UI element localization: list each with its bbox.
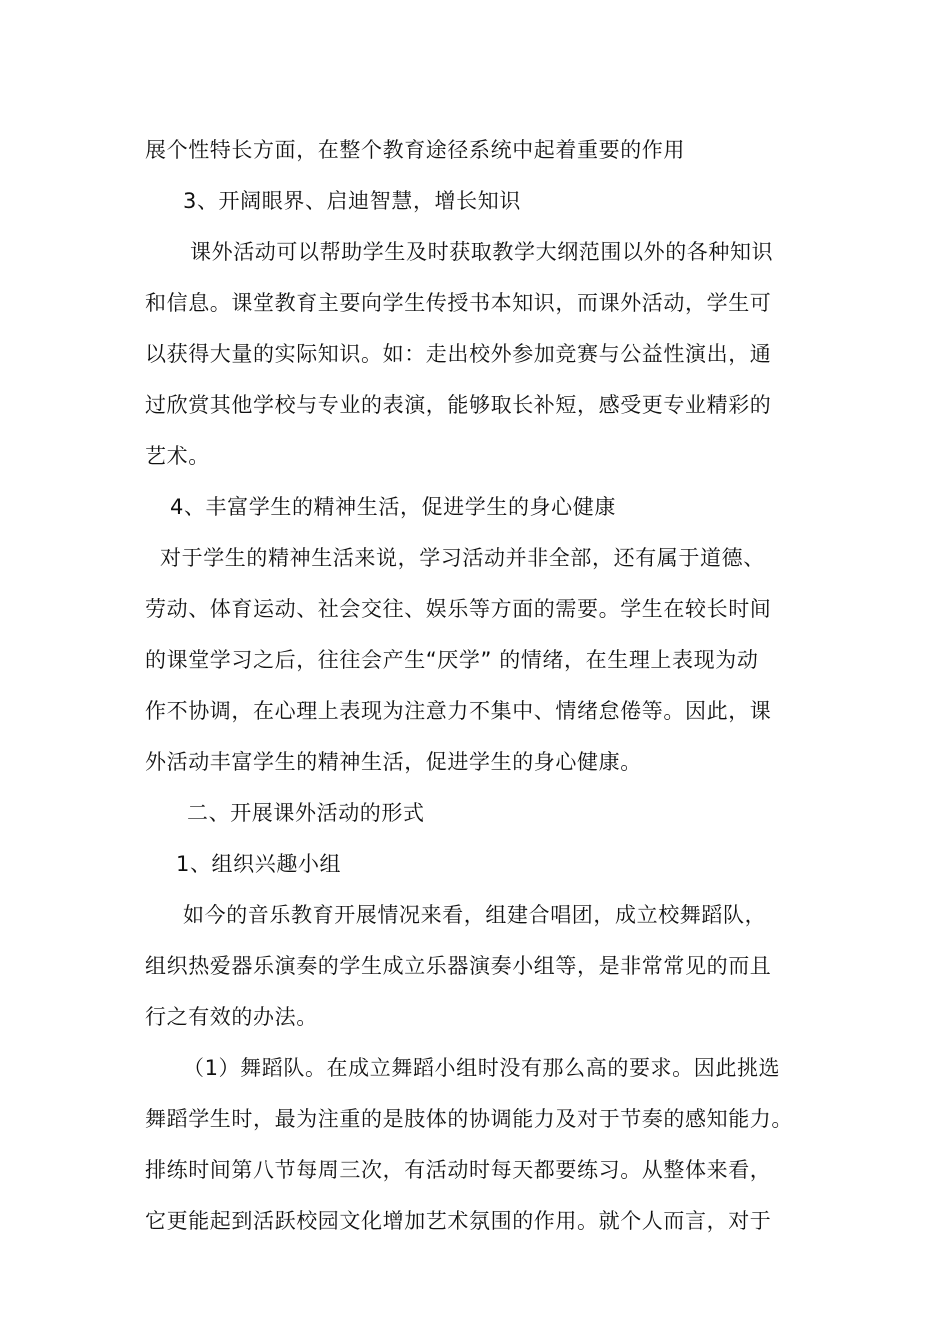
text-line-19: （1）舞蹈队。在成立舞蹈小组时没有那么高的要求。因此挑选 — [183, 1056, 781, 1080]
text-line-1: 展个性特长方面，在整个教育途径系统中起着重要的作用 — [145, 138, 685, 162]
text-line-13: 外活动丰富学生的精神生活，促进学生的身心健康。 — [145, 750, 642, 774]
text-line-20: 舞蹈学生时，最为注重的是肢体的协调能力及对于节奏的感知能力。 — [145, 1107, 793, 1131]
text-line-22: 它更能起到活跃校园文化增加艺术氛围的作用。就个人而言，对于 — [145, 1209, 772, 1233]
text-line-21: 排练时间第八节每周三次，有活动时每天都要练习。从整体来看， — [145, 1158, 772, 1182]
text-line-12: 作不协调，在心理上表现为注意力不集中、情绪怠倦等。因此，课 — [145, 699, 772, 723]
subheading-4: 4、丰富学生的精神生活，促进学生的身心健康 — [170, 495, 616, 519]
text-line-18: 行之有效的办法。 — [145, 1005, 318, 1029]
text-line-9: 对于学生的精神生活来说，学习活动并非全部，还有属于道德、 — [160, 546, 765, 570]
section-heading-2: 二、开展课外活动的形式 — [187, 801, 425, 825]
text-line-4: 和信息。课堂教育主要向学生传授书本知识，而课外活动，学生可 — [145, 291, 772, 315]
text-line-16: 如今的音乐教育开展情况来看，组建合唱团，成立校舞蹈队， — [183, 903, 767, 927]
subheading-3: 3、开阔眼界、启迪智慧，增长知识 — [183, 189, 521, 213]
text-line-10: 劳动、体育运动、社会交往、娱乐等方面的需要。学生在较长时间 — [145, 597, 772, 621]
text-line-3: 课外活动可以帮助学生及时获取教学大纲范围以外的各种知识 — [190, 240, 774, 264]
text-line-6: 过欣赏其他学校与专业的表演，能够取长补短，感受更专业精彩的 — [145, 393, 772, 417]
text-line-7: 艺术。 — [145, 444, 210, 468]
text-line-11: 的课堂学习之后，往往会产生“厌学” 的情绪，在生理上表现为动 — [145, 648, 759, 672]
subheading-1: 1、组织兴趣小组 — [176, 852, 342, 876]
text-line-17: 组织热爱器乐演奏的学生成立乐器演奏小组等，是非常常见的而且 — [145, 954, 772, 978]
text-line-5: 以获得大量的实际知识。如：走出校外参加竞赛与公益性演出，通 — [145, 342, 772, 366]
